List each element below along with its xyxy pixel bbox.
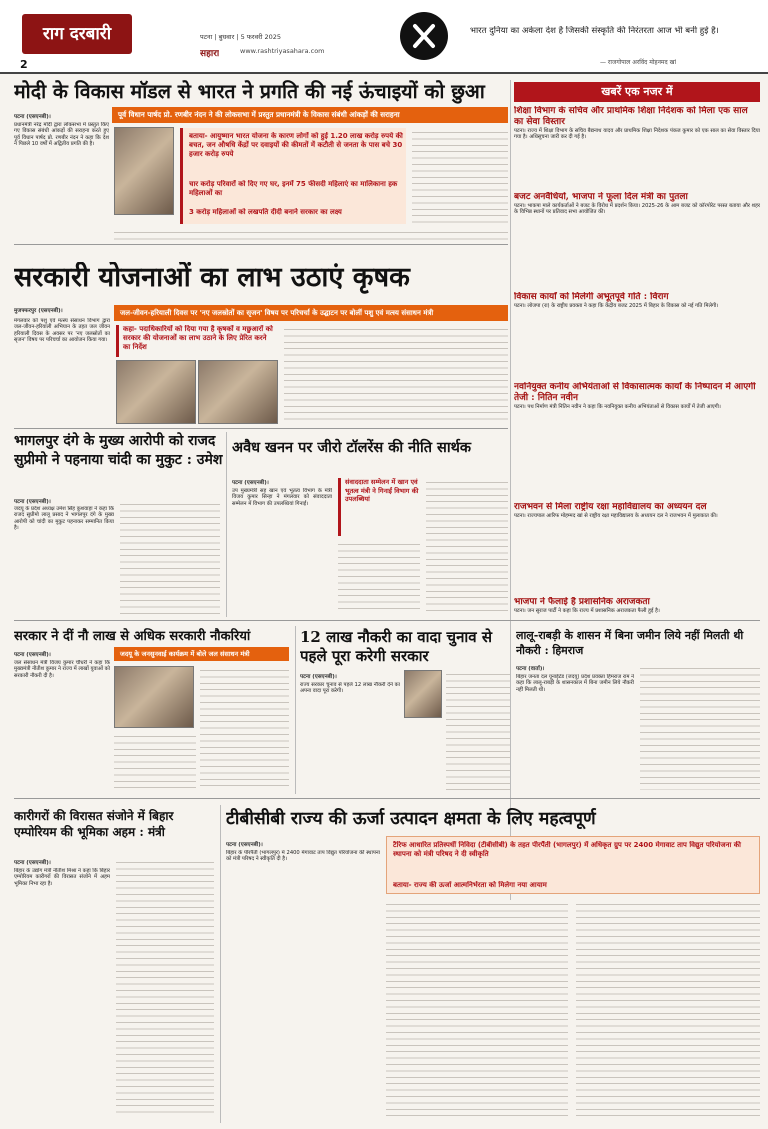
- story2-body-col2: [284, 325, 508, 425]
- story1-bullet-3: 3 करोड़ महिलाओं को लखपति दीदी बनाने सरकार का लक्ष्य: [189, 208, 342, 216]
- story1-body-col2: [412, 128, 508, 240]
- story8-body-col2: [116, 858, 214, 1118]
- sidebar-item-5: [514, 502, 760, 592]
- story3-headline: भागलपुर दंगे के मुख्य आरोपी को राजद सुप्रीमो ने पहनाया चांदी का मुकुट : उमेश: [14, 433, 223, 468]
- sidebar-item-heading: भाजपा ने फैलाई है प्रशासनिक अराजकता: [514, 597, 650, 607]
- story4-body-col2: [338, 540, 420, 614]
- story9-headline: टीबीसीबी राज्य की ऊर्जा उत्पादन क्षमता के लिए महत्वपूर्ण: [226, 809, 596, 829]
- section-divider: [14, 244, 508, 245]
- date: 5 फरवरी: [240, 33, 263, 41]
- story7-byline: पटना (वार्ता)।: [516, 666, 545, 672]
- page-number: 2: [20, 58, 28, 71]
- story2-headline: सरकारी योजनाओं का लाभ उठाएं कृषक: [14, 262, 410, 293]
- column-divider: [510, 626, 511, 794]
- sidebar-item-1: [514, 106, 760, 186]
- story2-bullet-1: कहा- पदाधिकारियों को दिया गया है कृषकों व मछुआरों को सरकार की योजनाओं का लाभ उठाने के लिए प्रेरित करने का निर्देश: [123, 325, 273, 351]
- story7-body-col2: [640, 664, 760, 790]
- sidebar-item-body: पटना। लोजपा (रा) के राष्ट्रीय प्रवक्ता ने कहा कि केंद्रीय बजट 2025 में बिहार के विकास को नई गति मिलेगी।: [514, 303, 719, 309]
- section-divider: [14, 428, 508, 429]
- story1-bullet-2: चार करोड़ परिवारों को दिए गए घर, इनमें 75 फीसदी महिलाएं का मालिकाना हक महिलाओं का: [189, 180, 398, 197]
- sidebar-item-4: [514, 382, 760, 492]
- story1-body-col1: प्रधानमंत्री नरेंद्र मोदी द्वारा लोकसभा में प्रस्तुत किए गए विकास संबंधी आंकड़ों की सराहना करते हुए पूर्व विधान पार्षद प्रो. रणबीर नंदन ने कहा कि देश ने पिछले 10 वर्षों में अद्वितीय प्रगति की है।: [14, 122, 109, 148]
- section-divider: [14, 620, 760, 621]
- story3-body: जदयू के प्रदेश अध्यक्ष उमेश सिंह कुशवाहा ने कहा कि राजद सुप्रीमो लालू प्रसाद ने भागलपुर दंगे के मुख्य आरोपी को चांदी का मुकुट पहनाकर सम्मानित किया है।: [14, 506, 114, 532]
- story1-body-lower: [114, 228, 508, 240]
- story8-headline: कारीगरों की विरासत संजोने में बिहार एम्पोरियम की भूमिका अहम : मंत्री: [14, 809, 174, 839]
- story9-body-col2: [386, 900, 568, 1118]
- masthead-quote: भारत दुनिया का अकेला देश है जिसकी संस्कृति की निरंतरता आज भी बनी हुई है।: [470, 26, 719, 36]
- story4-body: उप मुख्यमंत्री सह खान एवं भूतत्व विभाग के मंत्री विजय कुमार सिन्हा ने मंगलवार को संवाददाता सम्मेलन में विभाग की उपलब्धियां गिनाईं।: [232, 488, 332, 507]
- story5-body-col2: [200, 666, 289, 790]
- sidebar-item-heading: बजट अनवैधियों, भाजपा ने फूला दिल मंत्री का पुतला: [514, 192, 688, 202]
- story4-byline: पटना (एसएनबी)।: [232, 480, 269, 486]
- story9-box-title: टैरिफ आधारित प्रतिस्पर्धी निविदा (टीबीसीबी) के तहत पीरपैंती (भागलपुर) में अधिकृत ग्रुप पर 2400 मेगावाट ताप विद्युत परियोजना की स्थापना को मंत्री परिषद ने दी स्वीकृति: [393, 841, 741, 858]
- sidebar-item-2: [514, 192, 760, 282]
- story5-body-col3: [114, 732, 196, 790]
- x-logo-icon: [400, 12, 448, 60]
- story7-headline: लालू-राबड़ी के शासन में बिना जमीन लिये नहीं मिलती थी नौकरी : हिमराज: [516, 629, 744, 657]
- story2-subhead: जल-जीवन-हरियाली दिवस पर 'नए जलस्रोतों का सृजन' विषय पर परिचर्चा के उद्घाटन पर बोलीं पशु एवं मत्स्य संसाधन मंत्री: [114, 305, 508, 321]
- story9-body: बिहार के पीरपैंती (भागलपुर) में 2400 मेगावाट ताप विद्युत परियोजना की स्थापना को मंत्री परिषद ने स्वीकृति दी है।: [226, 850, 380, 863]
- column-divider: [510, 80, 511, 930]
- sidebar-item-heading: नवनियुक्त कनीय अभियंताओं से विकासात्मक कार्यों के निष्पादन में आएगी तेजी : नितिन नवीन: [514, 382, 756, 403]
- column-divider: [220, 805, 221, 1123]
- brand-logo: [22, 14, 132, 54]
- story4-headline: अवैध खनन पर जीरो टॉलरेंस की नीति सार्थक: [232, 439, 472, 456]
- story8-body: बिहार के उद्योग मंत्री नीतीश मिश्रा ने कहा कि बिहार एम्पोरियम कारीगरों की विरासत संजोने में अहम भूमिका निभा रहा है।: [14, 868, 110, 887]
- sidebar-title-text: खबरें एक नजर में: [601, 85, 673, 98]
- story1-bullet-1: बताया- आयुष्मान भारत योजना के कारण लोगों को हुई 1.20 लाख करोड़ रुपये की बचत, जन औषधि केंद्रों पर दवाइयों की कीमतों में कटौती से जनता के पास बचे 30 हजार करोड़ रुपये: [189, 132, 403, 158]
- story1-subhead: पूर्व विधान पार्षद प्रो. रणबीर नंदन ने की लोकसभा में प्रस्तुत प्रधानमंत्री के विकास संबंधी आंकड़ों की सराहना: [112, 107, 508, 123]
- story9-byline: पटना (एसएनबी)।: [226, 842, 263, 848]
- story1-byline: पटना (एसएनबी)।: [14, 114, 51, 120]
- sidebar-item-heading: शिक्षा विभाग के सचिव और प्राथमिक शिक्षा निदेशक को मिला एक साल का सेवा विस्तार: [514, 106, 748, 127]
- city: पटना: [200, 33, 213, 41]
- quote-author: — राजगोपाल अरविंद मोहनमद खां: [600, 59, 677, 66]
- sidebar-item-3: [514, 292, 760, 372]
- sidebar-title: [514, 82, 760, 102]
- story2-body-col1: मंगलवार को पशु एवं मत्स्य संसाधन विभाग द्वारा जल-जीवन-हरियाली अभियान के तहत जल जीवन हरियाली दिवस के अवसर पर 'नए जलस्रोतों का सृजन' विषय पर परिचर्चा का आयोजन किया गया।: [14, 318, 110, 344]
- story2-bullet-box: [116, 325, 276, 357]
- story5-body: जल संसाधन मंत्री विजय कुमार चौधरी ने कहा कि मुख्यमंत्री नीतीश कुमार ने राज्य में लाखों युवाओं को सरकारी नौकरी दी है।: [14, 660, 110, 679]
- story2-photo-2: [198, 360, 278, 424]
- sidebar-item-body: पटना। भाकपा माले कार्यकर्ताओं ने बजट के विरोध में प्रदर्शन किया। 2025-26 के आम बजट को कॉरपोरेट परस्त बताया और शहर के विभिन्न स्थानों पर प्रतिवाद सभा आयोजित की।: [514, 203, 760, 216]
- story6-headline: 12 लाख नौकरी का वादा चुनाव से पहले पूरा करेगी सरकार: [300, 628, 492, 665]
- story9-bullet-1: बताया- राज्य की ऊर्जा आत्मनिर्भरता को मिलेगा नया आयाम: [393, 881, 547, 889]
- masthead: [0, 0, 768, 74]
- story6-photo: [404, 670, 442, 718]
- story5-byline: पटना (एसएनबी)।: [14, 652, 51, 658]
- story9-box: [386, 836, 760, 894]
- story2-byline: मुजफ्फरपुर (एसएनबी)।: [14, 308, 63, 314]
- sidebar-item-heading: राजभवन से मिला राष्ट्रीय रक्षा महाविद्यालय का अध्ययन दल: [514, 502, 707, 512]
- story5-photo: [114, 666, 194, 728]
- story4-box-title: संवाददाता सम्मेलन में खान एवं भूतत्व मंत्री ने गिनाईं विभाग की उपलब्धियां: [345, 478, 419, 503]
- story8-byline: पटना (एसएनबी)।: [14, 860, 51, 866]
- sidebar-item-body: पटना। जन सुराज पार्टी ने कहा कि राज्य में प्रशासनिक अराजकता फैली हुई है।: [514, 608, 660, 614]
- column-divider: [295, 626, 296, 794]
- sidebar-item-body: पटना। राज्य में शिक्षा विभाग के सचिव बैद्यनाथ यादव और प्राथमिक शिक्षा निदेशक पंकज कुमार को एक साल का सेवा विस्तार दिया गया है। अधिसूचना जारी कर दी गई है।: [514, 128, 760, 141]
- website: www.rashtriyasahara.com: [240, 47, 325, 55]
- story4-body-col3: [426, 478, 508, 614]
- story9-body-col3: [576, 900, 760, 1118]
- story2-photo-1: [116, 360, 196, 424]
- year: 2025: [264, 33, 282, 41]
- section-divider: [14, 798, 760, 799]
- day: बुधवार: [218, 33, 235, 41]
- story5-subhead: जदयू के जनसुनवाई कार्यक्रम में बोले जल संसाधन मंत्री: [114, 647, 289, 661]
- sidebar-item-body: पटना। राज्यपाल आरिफ मोहम्मद खां से राष्ट्रीय रक्षा महाविद्यालय के अध्ययन दल ने राजभवन में मुलाकात की।: [514, 513, 718, 519]
- story1-headline: मोदी के विकास मॉडल से भारत ने प्रगति की नई ऊंचाइयों को छुआ: [14, 80, 485, 103]
- sidebar-item-heading: विकास कार्यों को मिलेगी अभूतपूर्व गति : विराग: [514, 292, 669, 302]
- brand-text: राग दरबारी: [42, 24, 112, 44]
- dateline: पटना | बुधवार | 5 फरवरी 2025: [200, 33, 282, 41]
- story6-byline: पटना (एसएनबी)।: [300, 674, 337, 680]
- sidebar: [514, 82, 760, 682]
- story1-photo: [114, 127, 174, 215]
- story3-byline: पटना (एसएनबी)।: [14, 499, 51, 505]
- paper-name: सहारा: [200, 49, 220, 59]
- story1-bullets: [180, 128, 406, 224]
- story6-body-col2: [446, 670, 510, 790]
- sidebar-item-body: पटना। पथ निर्माण मंत्री नितिन नवीन ने कहा कि नवनियुक्त कनीय अभियंताओं से विकास कार्यों में तेजी आएगी।: [514, 404, 721, 410]
- story4-box: [338, 478, 420, 536]
- story5-headline: सरकार ने दीं नौ लाख से अधिक सरकारी नौकरियां: [14, 629, 251, 644]
- story7-body: बिहार जनता दल यूनाईटेड (जदयू) प्रदेश प्रवक्ता हिमराज राम ने कहा कि लालू-राबड़ी के शासनकाल में बिना जमीन लिये नौकरी नहीं मिलती थी।: [516, 674, 634, 693]
- story3-body-col2: [120, 500, 220, 614]
- story6-body: राज्य सरकार चुनाव से पहले 12 लाख नौकरी देने का अपना वादा पूरा करेगी।: [300, 682, 400, 695]
- column-divider: [226, 432, 227, 617]
